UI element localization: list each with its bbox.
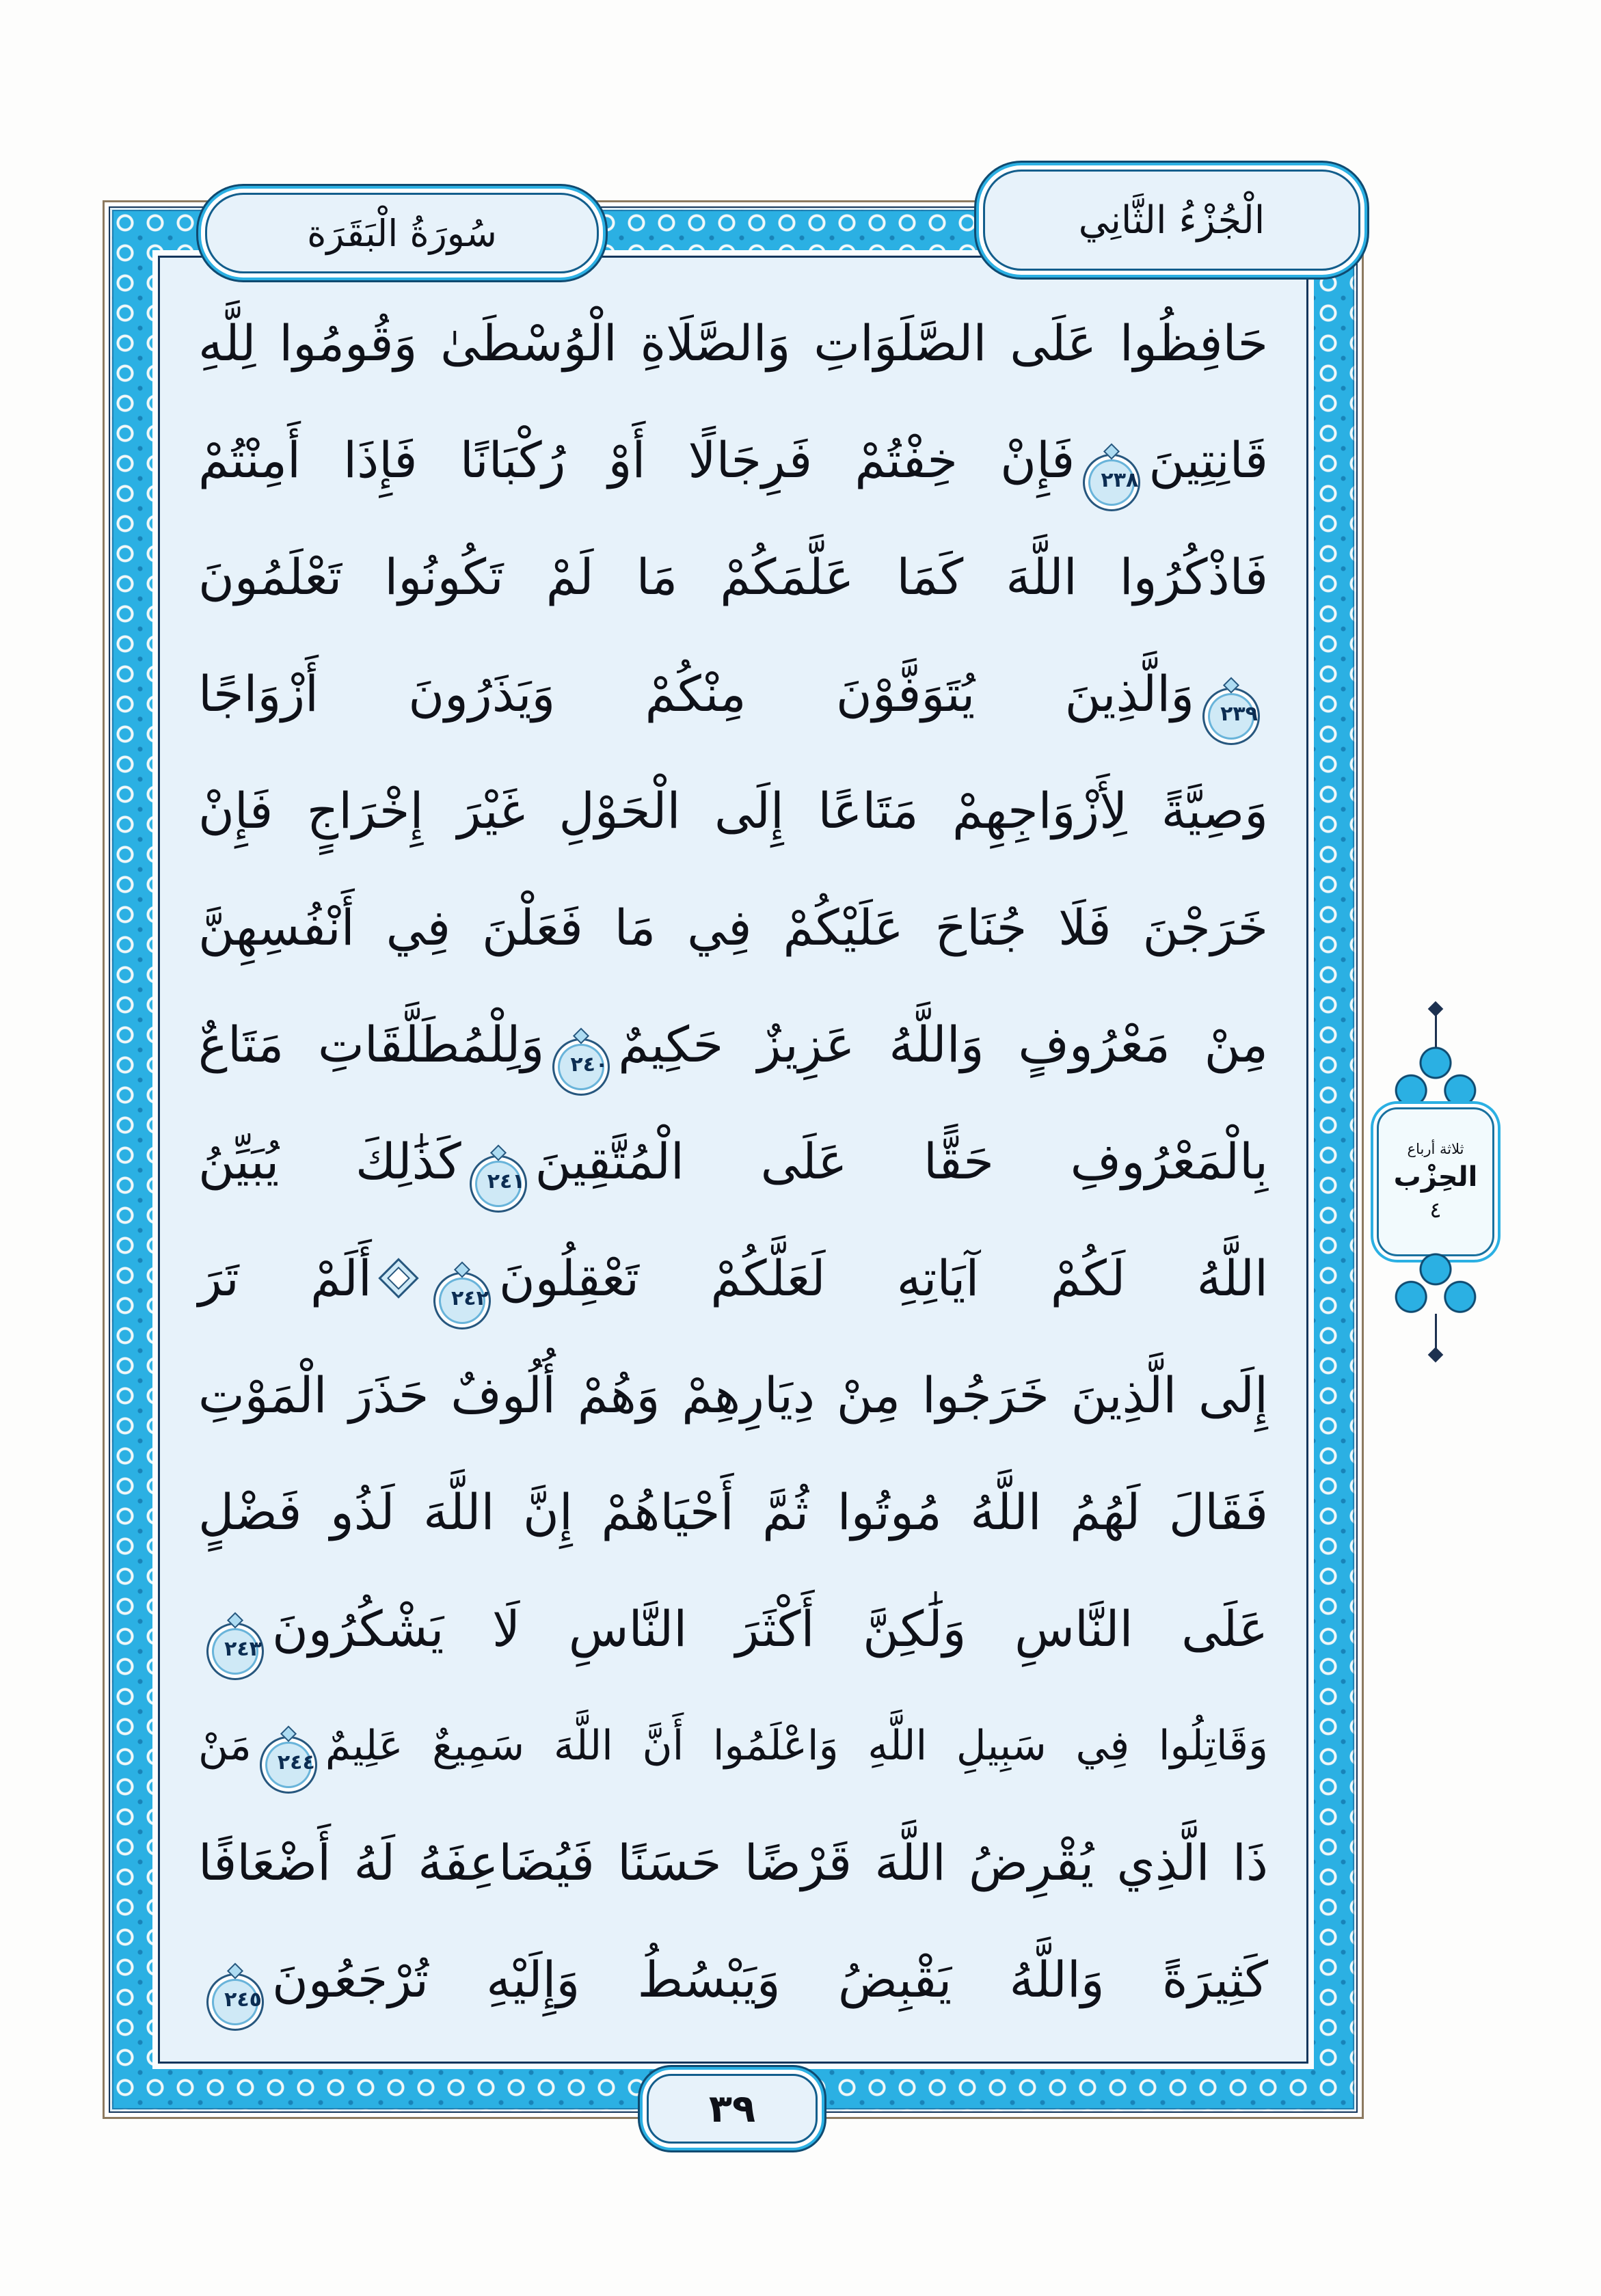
mushaf-line: [198, 1454, 1268, 1571]
ayah-number-medallion: [470, 1155, 527, 1213]
hizb-marker-ornament: [1352, 1003, 1519, 1463]
ayah-text: أَلَمْ تَرَ: [198, 1250, 372, 1307]
mushaf-line: [198, 402, 1268, 519]
ayah-text: حَافِظُوا عَلَى الصَّلَوَاتِ وَالصَّلَاةِ الْوُسْطَىٰ وَقُومُوا لِلَّهِ: [198, 314, 1268, 372]
ayah-text: عَلَى النَّاسِ وَلَٰكِنَّ أَكْثَرَ النَّاسِ لَا يَشْكُرُونَ: [272, 1600, 1268, 1658]
mushaf-line: [198, 869, 1268, 986]
surah-title: سُورَةُ الْبَقَرَة: [307, 211, 497, 255]
ayah-text: كَذَٰلِكَ يُبَيِّنُ: [198, 1133, 461, 1190]
floral-ornament-icon: [1392, 1046, 1479, 1111]
ayah-number: ٢٤٣: [224, 1637, 262, 1661]
ayah-number: ٢٤٤: [277, 1751, 315, 1774]
ayah-text: مِنْ مَعْرُوفٍ وَاللَّهُ عَزِيزٌ حَكِيمٌ: [618, 1016, 1268, 1073]
ayah-text: مَنْ: [198, 1722, 252, 1770]
mushaf-line: [198, 1571, 1268, 1688]
ayah-number-medallion: [433, 1272, 491, 1329]
mushaf-line: [198, 1921, 1268, 2038]
surah-title-cartouche: [205, 193, 599, 273]
mushaf-line: [198, 1220, 1268, 1337]
ayah-text: خَرَجْنَ فَلَا جُنَاحَ عَلَيْكُمْ فِي مَا فَعَلْنَ فِي أَنْفُسِهِنَّ: [198, 899, 1268, 956]
ayah-number-medallion: [206, 1623, 264, 1680]
rub-el-hizb-icon: [378, 1258, 418, 1298]
ayah-text: وَصِيَّةً لِأَزْوَاجِهِمْ مَتَاعًا إِلَى الْحَوْلِ غَيْرَ إِخْرَاجٍ فَإِنْ: [198, 782, 1268, 839]
page-number-cartouche: [647, 2074, 818, 2144]
floral-ornament-icon: [1392, 1252, 1479, 1318]
ayah-number: ٢٤٢: [450, 1286, 489, 1310]
ayah-text: فَإِنْ خِفْتُمْ فَرِجَالًا أَوْ رُكْبَانًا فَإِذَا أَمِنْتُمْ: [198, 431, 1075, 489]
mushaf-lines: [160, 258, 1306, 2062]
ayah-number: ٢٤٠: [570, 1053, 608, 1077]
mushaf-line: [198, 636, 1268, 753]
ayah-number-medallion: [1083, 454, 1140, 511]
ornament-stem: [1435, 1014, 1437, 1050]
ayah-number-medallion: [260, 1736, 317, 1794]
ayah-number: ٢٣٩: [1220, 702, 1258, 726]
hizb-number: ٤: [1429, 1197, 1442, 1223]
star-finial-top-icon: [1428, 1001, 1444, 1017]
ayah-number-medallion: [552, 1038, 610, 1096]
ayah-text: بِالْمَعْرُوفِ حَقًّا عَلَى الْمُتَّقِينَ: [535, 1133, 1268, 1190]
juz-title-cartouche: [983, 170, 1360, 271]
ayah-text: وَالَّذِينَ يُتَوَفَّوْنَ مِنْكُمْ وَيَذَرُونَ أَزْوَاجًا: [198, 665, 1194, 722]
ayah-number: ٢٣٨: [1101, 468, 1139, 492]
mushaf-line: [198, 986, 1268, 1103]
ayah-text: فَقَالَ لَهُمُ اللَّهُ مُوتُوا ثُمَّ أَحْيَاهُمْ إِنَّ اللَّهَ لَذُو فَضْلٍ: [198, 1483, 1268, 1541]
ornament-stem: [1435, 1314, 1437, 1349]
ayah-number: ٢٤٥: [224, 1988, 262, 2012]
mushaf-line: [198, 1688, 1268, 1805]
page-number: ٣٩: [708, 2086, 756, 2131]
mushaf-line: [198, 1337, 1268, 1454]
ayah-number: ٢٤١: [487, 1170, 525, 1193]
ayah-text: ذَا الَّذِي يُقْرِضُ اللَّهَ قَرْضًا حَسَنًا فَيُضَاعِفَهُ لَهُ أَضْعَافًا: [198, 1834, 1268, 1891]
hizb-fraction-label: ثلاثة أرباع: [1407, 1141, 1464, 1157]
ayah-number-medallion: [1202, 688, 1260, 745]
ayah-number-medallion: [206, 1973, 264, 2031]
juz-title: الْجُزْءُ الثَّانِي: [1078, 198, 1265, 243]
ayah-text: وَلِلْمُطَلَّقَاتِ مَتَاعٌ: [198, 1016, 545, 1073]
ayah-text: وَقَاتِلُوا فِي سَبِيلِ اللَّهِ وَاعْلَمُوا أَنَّ اللَّهَ سَمِيعٌ عَلِيمٌ: [325, 1722, 1268, 1770]
hizb-medallion: [1377, 1107, 1494, 1256]
mushaf-line: [198, 1805, 1268, 1921]
text-panel: [158, 256, 1308, 2064]
page-frame: [103, 200, 1364, 2119]
ayah-text: فَاذْكُرُوا اللَّهَ كَمَا عَلَّمَكُمْ مَا لَمْ تَكُونُوا تَعْلَمُونَ: [198, 548, 1268, 606]
ayah-text: قَانِتِينَ: [1148, 431, 1268, 489]
hizb-label: الحِزْب: [1393, 1161, 1478, 1193]
mushaf-line: [198, 1103, 1268, 1220]
ayah-text: اللَّهُ لَكُمْ آيَاتِهِ لَعَلَّكُمْ تَعْقِلُونَ: [498, 1250, 1268, 1307]
star-finial-bottom-icon: [1428, 1347, 1444, 1363]
ayah-text: إِلَى الَّذِينَ خَرَجُوا مِنْ دِيَارِهِمْ وَهُمْ أُلُوفٌ حَذَرَ الْمَوْتِ: [198, 1366, 1268, 1424]
mushaf-line: [198, 285, 1268, 402]
ayah-text: كَثِيرَةً وَاللَّهُ يَقْبِضُ وَيَبْسُطُ وَإِلَيْهِ تُرْجَعُونَ: [272, 1951, 1268, 2008]
mushaf-line: [198, 753, 1268, 869]
mushaf-line: [198, 519, 1268, 636]
